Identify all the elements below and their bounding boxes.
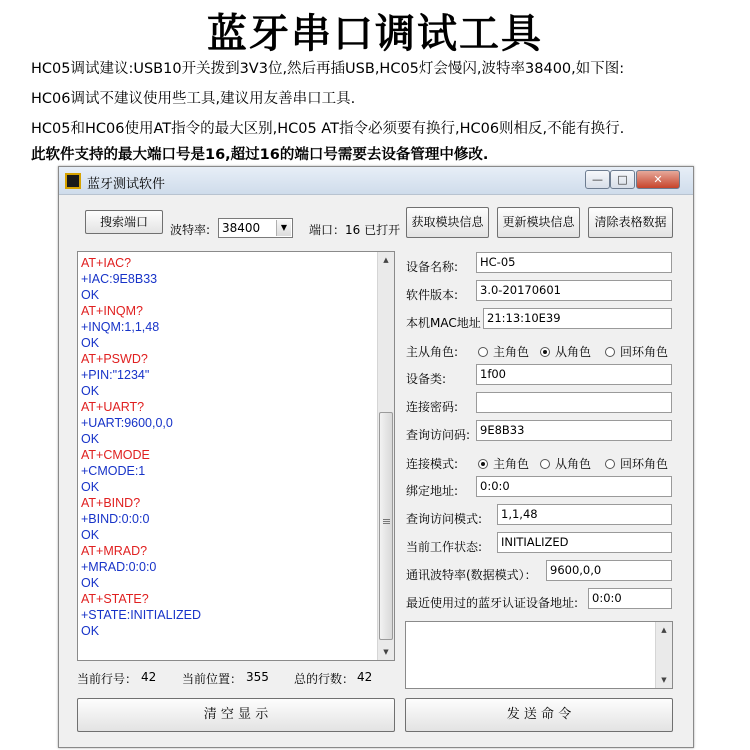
bind-address-label: 绑定地址: [406,484,459,498]
iac-label: 查询访问码: [406,428,471,442]
current-line-value: 42 [141,670,157,684]
log-command-line: AT+CMODE [81,448,150,462]
log-response-line: OK [81,624,100,638]
baud-label: 波特率: [170,223,211,237]
version-field[interactable]: 3.0-20170601 [476,280,672,301]
log-command-line: AT+STATE? [81,592,149,606]
scroll-thumb[interactable] [379,412,393,640]
log-response-line: +BIND:0:0:0 [81,512,150,526]
uart-baud-field[interactable]: 9600,0,0 [546,560,672,581]
device-name-field[interactable]: HC-05 [476,252,672,273]
log-lines [81,255,201,639]
window-title: 蓝牙测试软件 [87,177,166,192]
log-response-line: +PIN:"1234" [81,368,150,382]
log-response-line: +UART:9600,0,0 [81,416,173,430]
serial-log[interactable] [77,251,395,661]
note-at-difference: HC05和HC06使用AT指令的最大区别,HC05 AT指令必须要有换行,HC06则相反,不能有换行. [31,121,625,137]
mode-option-loop[interactable]: 回环角色 [605,455,668,472]
total-lines-value: 42 [357,670,373,684]
radio-icon [478,347,488,357]
radio-checked-icon [478,459,488,469]
update-info-button[interactable]: 更新模块信息 [497,207,580,238]
log-response-line: +IAC:9E8B33 [81,272,158,286]
mode-option-slave[interactable]: 从角色 [540,455,591,472]
password-field[interactable] [476,392,672,413]
device-name-label: 设备名称: [406,260,459,274]
log-response-line: +CMODE:1 [81,464,146,478]
log-response-line: OK [81,288,100,302]
log-command-line: AT+PSWD? [81,352,148,366]
role-option-slave[interactable]: 从角色 [540,343,591,360]
log-command-line: AT+INQM? [81,304,143,318]
log-response-line: +STATE:INITIALIZED [81,608,202,622]
scroll-up-icon[interactable]: ▲ [383,256,389,264]
baud-value: 38400 [222,221,261,235]
get-info-button[interactable]: 获取模块信息 [406,207,489,238]
send-scrollbar[interactable] [655,622,672,688]
current-line-label: 当前行号： [77,672,138,686]
connect-mode-label: 连接模式: [406,457,459,471]
total-lines-label: 总的行数： [294,672,355,686]
baud-select[interactable] [218,218,293,238]
scroll-down-icon[interactable]: ▼ [661,676,667,684]
title-bar[interactable] [59,167,693,195]
log-response-line: OK [81,480,100,494]
send-command-button[interactable]: 发 送 命 令 [405,698,673,732]
inquiry-mode-field[interactable]: 1,1,48 [497,504,672,525]
radio-icon [605,347,615,357]
work-state-field[interactable]: INITIALIZED [497,532,672,553]
role-option-master[interactable]: 主角色 [478,343,529,360]
log-response-line: OK [81,384,100,398]
inquiry-mode-label: 查询访问模式: [406,512,483,526]
current-pos-label: 当前位置： [182,672,243,686]
page-title: 蓝牙串口调试工具 [207,11,543,57]
log-command-line: AT+BIND? [81,496,141,510]
log-response-line: OK [81,576,100,590]
current-pos-value: 355 [246,670,269,684]
version-label: 软件版本: [406,288,459,302]
log-response-line: +MRAD:0:0:0 [81,560,157,574]
device-class-field[interactable]: 1f00 [476,364,672,385]
log-response-line: +INQM:1,1,48 [81,320,160,334]
device-class-label: 设备类: [406,372,447,386]
log-command-line: AT+IAC? [81,256,132,270]
log-scrollbar[interactable] [377,252,394,660]
role-label: 主从角色: [406,345,459,359]
mac-label: 本机MAC地址 [406,316,481,330]
recent-device-label: 最近使用过的蓝牙认证设备地址: [406,596,579,610]
note-hc05: HC05调试建议:USB10开关拨到3V3位,然后再插USB,HC05灯会慢闪,波特率38400,如下图: [31,61,625,77]
send-input[interactable] [405,621,673,689]
log-response-line: OK [81,336,100,350]
uart-baud-label: 通讯波特率(数据模式）： [406,568,537,582]
mac-field[interactable]: 21:13:10E39 [483,308,672,329]
note-hc06: HC06调试不建议使用些工具,建议用友善串口工具. [31,91,356,107]
log-command-line: AT+UART? [81,400,145,414]
radio-icon [605,459,615,469]
app-icon [65,173,81,189]
scroll-up-icon[interactable]: ▲ [661,626,667,634]
log-response-line: OK [81,432,100,446]
close-button[interactable]: ✕ [636,170,680,189]
chevron-down-icon[interactable]: ▼ [276,220,291,236]
clear-display-button[interactable]: 清 空 显 示 [77,698,395,732]
radio-checked-icon [540,347,550,357]
bind-address-field[interactable]: 0:0:0 [476,476,672,497]
maximize-button[interactable]: □ [610,170,635,189]
radio-icon [540,459,550,469]
password-label: 连接密码: [406,400,459,414]
grip-icon [383,519,390,520]
recent-device-field[interactable]: 0:0:0 [588,588,672,609]
port-status: 端口：16 已打开 [309,223,401,237]
mode-option-master[interactable]: 主角色 [478,455,529,472]
work-state-label: 当前工作状态: [406,540,483,554]
scroll-down-icon[interactable]: ▼ [383,648,389,656]
iac-field[interactable]: 9E8B33 [476,420,672,441]
app-window [58,166,694,748]
log-command-line: AT+MRAD? [81,544,148,558]
role-option-loop[interactable]: 回环角色 [605,343,668,360]
search-port-button[interactable]: 搜索端口 [85,210,163,234]
clear-table-button[interactable]: 清除表格数据 [588,207,673,238]
minimize-button[interactable]: — [585,170,610,189]
log-response-line: OK [81,528,100,542]
note-port-limit: 此软件支持的最大端口号是16,超过16的端口号需要去设备管理中修改. [31,147,489,163]
